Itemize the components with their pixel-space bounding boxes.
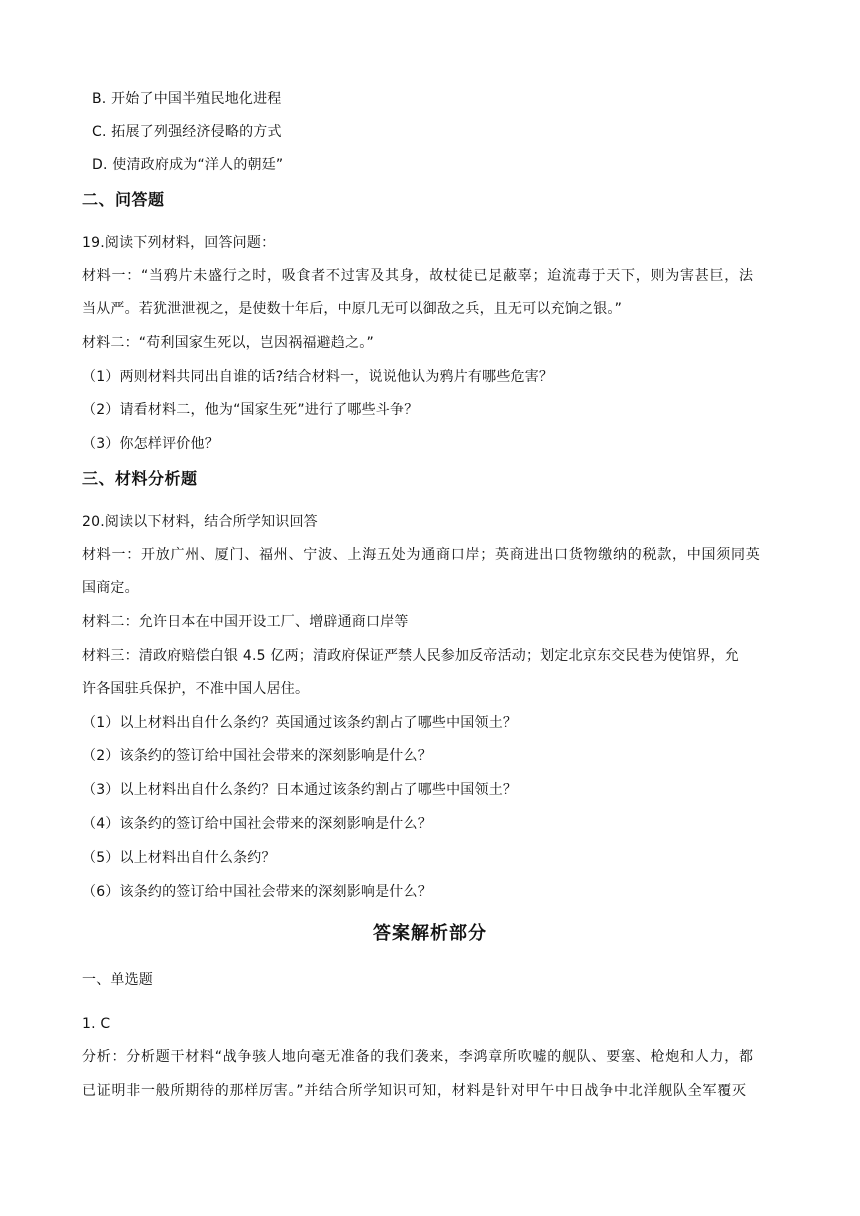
sub-question-1: （1）两则材料共同出自谁的话?结合材料一，说说他认为鸦片有哪些危害？: [82, 369, 554, 385]
option-c: C. 拓展了列强经济侵略的方式: [92, 124, 282, 140]
section-heading-qa: 二、问答题: [82, 190, 165, 209]
question-20-prompt: 20.阅读以下材料，结合所学知识回答: [82, 514, 318, 530]
answer-section-title: 答案解析部分: [373, 923, 487, 944]
material-a-line-2: 国商定。: [82, 580, 139, 596]
option-b: B. 开始了中国半殖民地化进程: [92, 91, 282, 107]
sub-question-3: （3）你怎样评价他？: [82, 436, 219, 452]
material-a-line-1: 材料一：开放广州、厦门、福州、宁波、上海五处为通商口岸；英商进出口货物缴纳的税款，中国须同英: [82, 547, 761, 563]
answer-analysis-line-2: 已证明非一般所期待的那样厉害。”并结合所学知识可知，材料是针对甲午中日战争中北洋舰队全军覆灭: [82, 1083, 747, 1099]
answer-subheading: 一、单选题: [82, 972, 153, 988]
section-heading-material-analysis: 三、材料分析题: [82, 469, 198, 488]
sub-question-20-6: （6）该条约的签订给中国社会带来的深刻影响是什么？: [82, 884, 432, 900]
question-19-prompt: 19.阅读下列材料，回答问题：: [82, 235, 276, 251]
answer-item-1: 1. C: [82, 1016, 111, 1032]
sub-question-20-5: （5）以上材料出自什么条约？: [82, 850, 276, 866]
material-c-line-2: 许各国驻兵保护，不准中国人居住。: [82, 681, 310, 697]
sub-question-20-3: （3）以上材料出自什么条约？日本通过该条约割占了哪些中国领土？: [82, 782, 518, 798]
sub-question-20-4: （4）该条约的签订给中国社会带来的深刻影响是什么？: [82, 816, 432, 832]
material-1-line-2: 当从严。若犹泄泄视之，是使数十年后，中原几无可以御敌之兵，且无可以充饷之银。”: [82, 301, 623, 317]
material-b: 材料二：允许日本在中国开设工厂、增辟通商口岸等: [82, 614, 409, 630]
option-d: D. 使清政府成为“洋人的朝廷”: [92, 157, 284, 173]
sub-question-20-2: （2）该条约的签订给中国社会带来的深刻影响是什么？: [82, 748, 432, 764]
sub-question-2: （2）请看材料二，他为“国家生死”进行了哪些斗争？: [82, 402, 419, 418]
material-2: 材料二：“苟利国家生死以，岂因祸福避趋之。”: [82, 335, 374, 351]
sub-question-20-1: （1）以上材料出自什么条约？英国通过该条约割占了哪些中国领土？: [82, 715, 518, 731]
answer-analysis-line-1: 分析：分析题干材料“战争骇人地向毫无准备的我们袭来，李鸿章所吹嘘的舰队、要塞、枪炮和人力，都: [82, 1049, 754, 1065]
material-1-line-1: 材料一：“当鸦片未盛行之时，吸食者不过害及其身，故杖徒已足蔽辜；迨流毒于天下，则为害甚巨，法: [82, 268, 754, 284]
material-c-line-1: 材料三：清政府赔偿白银 4.5 亿两；清政府保证严禁人民参加反帝活动；划定北京东交民巷为使馆界，允: [82, 648, 739, 664]
